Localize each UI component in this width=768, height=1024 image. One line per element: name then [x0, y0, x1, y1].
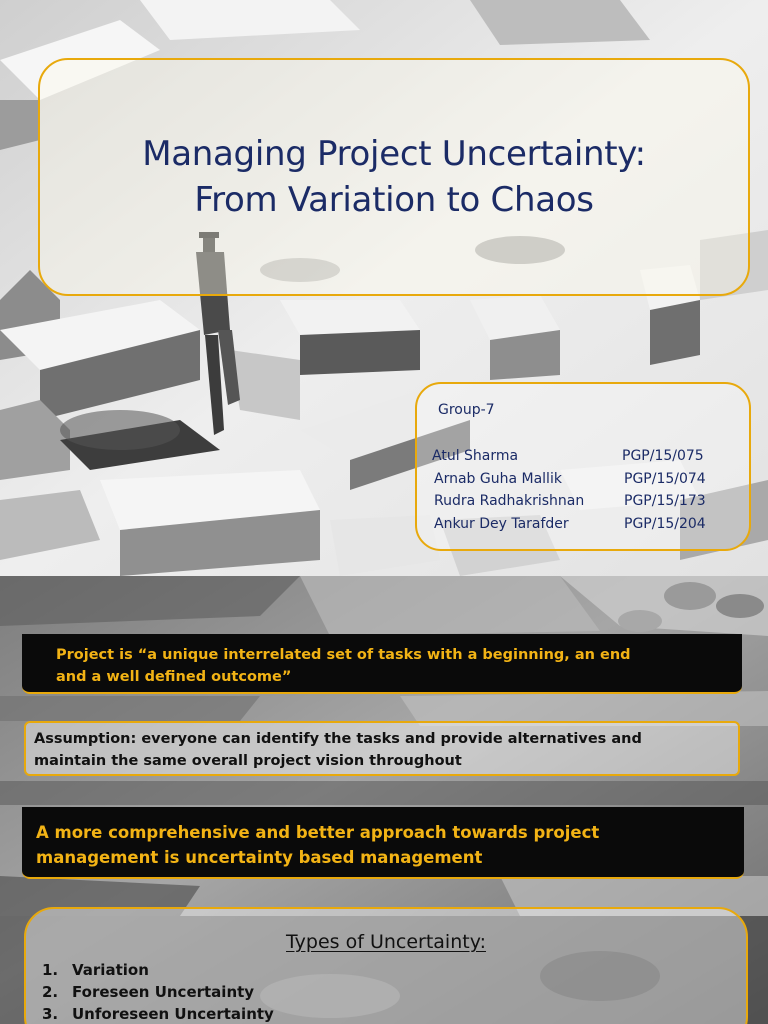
group-members-box	[415, 382, 751, 551]
title-box	[38, 58, 750, 296]
member-row	[434, 493, 739, 513]
project-definition-banner	[22, 634, 742, 694]
content-slide	[0, 576, 768, 1024]
member-name: Atul Sharma	[432, 448, 519, 464]
member-name: Arnab Guha Mallik	[434, 471, 562, 487]
member-id: PGP/15/173	[624, 493, 706, 509]
assumption-box	[24, 721, 740, 776]
group-label: Group-7	[438, 402, 495, 418]
slide-title-line-2: From Variation to Chaos	[194, 180, 594, 220]
definition-line-2: and a well defined outcome”	[56, 669, 292, 685]
types-heading: Types of Uncertainty:	[286, 931, 486, 953]
member-row	[434, 516, 739, 536]
member-name: Ankur Dey Tarafder	[434, 516, 569, 532]
list-item-label: Variation	[72, 961, 149, 979]
assumption-line-2: maintain the same overall project vision throughout	[34, 753, 462, 769]
definition-line-1: Project is “a unique interrelated set of tasks with a beginning, an end	[56, 647, 631, 663]
member-row	[434, 471, 739, 491]
list-item-number: 2.	[42, 983, 59, 1001]
list-item-number: 3.	[42, 1005, 59, 1023]
approach-line-2: management is uncertainty based management	[36, 848, 483, 867]
list-item-label: Unforeseen Uncertainty	[72, 1005, 274, 1023]
assumption-line-1: Assumption: everyone can identify the tasks and provide alternatives and	[34, 731, 642, 747]
member-id: PGP/15/204	[624, 516, 706, 532]
approach-banner	[22, 807, 744, 879]
list-item-number: 1.	[42, 961, 59, 979]
member-name: Rudra Radhakrishnan	[434, 493, 585, 509]
approach-line-1: A more comprehensive and better approach towards project	[36, 823, 600, 842]
member-row	[432, 448, 737, 468]
member-id: PGP/15/074	[624, 471, 706, 487]
types-of-uncertainty-box	[24, 907, 748, 1024]
member-id: PGP/15/075	[622, 448, 704, 464]
list-item-label: Foreseen Uncertainty	[72, 983, 255, 1001]
slide-title-line-1: Managing Project Uncertainty:	[142, 134, 646, 174]
